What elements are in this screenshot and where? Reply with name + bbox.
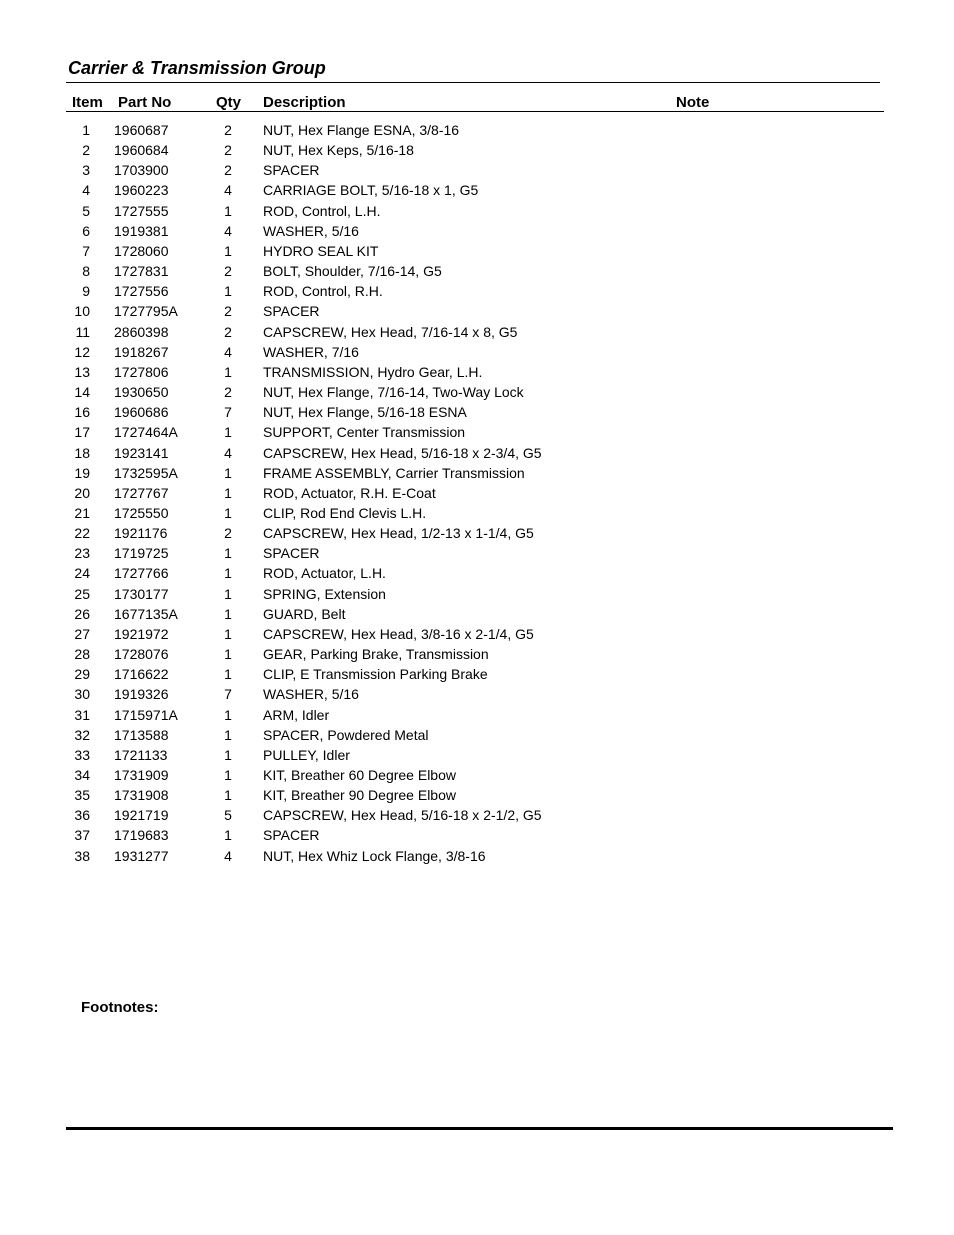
cell-qty: 2 bbox=[224, 263, 232, 280]
cell-description: SPACER bbox=[263, 303, 320, 320]
cell-qty: 1 bbox=[224, 504, 232, 521]
cell-item: 2 bbox=[82, 142, 90, 159]
cell-part-no: 1731908 bbox=[114, 787, 169, 804]
cell-part-no: 1727555 bbox=[114, 202, 169, 219]
table-row bbox=[0, 121, 954, 141]
cell-description: NUT, Hex Whiz Lock Flange, 3/8-16 bbox=[263, 847, 486, 864]
header-divider bbox=[66, 111, 884, 112]
cell-part-no: 2860398 bbox=[114, 323, 169, 340]
cell-description: SUPPORT, Center Transmission bbox=[263, 424, 466, 441]
cell-item: 16 bbox=[74, 404, 90, 421]
cell-item: 29 bbox=[74, 666, 90, 683]
cell-part-no: 1728076 bbox=[114, 646, 169, 663]
cell-item: 10 bbox=[74, 303, 90, 320]
cell-item: 8 bbox=[82, 263, 90, 280]
cell-item: 34 bbox=[74, 767, 90, 783]
table-header bbox=[0, 94, 954, 112]
table-row bbox=[0, 202, 954, 222]
cell-part-no: 1727766 bbox=[114, 565, 169, 582]
header-part-no: Part No bbox=[118, 94, 172, 111]
cell-description: GEAR, Parking Brake, Transmission bbox=[263, 646, 489, 663]
cell-qty: 1 bbox=[224, 283, 232, 300]
header-description: Description bbox=[263, 94, 346, 111]
cell-part-no: 1919381 bbox=[114, 222, 169, 239]
cell-description: PULLEY, Idler bbox=[263, 746, 350, 763]
table-row bbox=[0, 806, 954, 826]
cell-part-no: 1960687 bbox=[114, 122, 169, 138]
cell-qty: 2 bbox=[224, 303, 232, 320]
table-row bbox=[0, 645, 954, 665]
cell-qty: 2 bbox=[224, 525, 232, 542]
cell-description: ROD, Actuator, R.H. E-Coat bbox=[263, 484, 436, 501]
cell-item: 7 bbox=[82, 242, 90, 259]
table-row bbox=[0, 464, 954, 484]
cell-description: CLIP, Rod End Clevis L.H. bbox=[263, 504, 427, 521]
table-row bbox=[0, 726, 954, 746]
cell-qty: 1 bbox=[224, 787, 232, 804]
cell-part-no: 1918267 bbox=[114, 343, 169, 360]
table-row bbox=[0, 826, 954, 846]
cell-qty: 1 bbox=[224, 545, 232, 562]
cell-qty: 4 bbox=[224, 182, 232, 199]
cell-qty: 2 bbox=[224, 142, 232, 159]
cell-item: 27 bbox=[74, 625, 90, 642]
table-row bbox=[0, 282, 954, 302]
cell-part-no: 1919326 bbox=[114, 686, 169, 703]
cell-description: NUT, Hex Keps, 5/16-18 bbox=[263, 142, 414, 159]
cell-part-no: 1716622 bbox=[114, 666, 169, 683]
cell-item: 14 bbox=[74, 384, 90, 401]
cell-part-no: 1677135A bbox=[114, 605, 178, 622]
table-row bbox=[0, 444, 954, 464]
table-row bbox=[0, 625, 954, 645]
cell-item: 31 bbox=[74, 706, 90, 723]
title-divider bbox=[66, 82, 880, 83]
table-row bbox=[0, 363, 954, 383]
cell-item: 6 bbox=[82, 222, 90, 239]
cell-part-no: 1728060 bbox=[114, 242, 169, 259]
table-row bbox=[0, 847, 954, 867]
cell-qty: 1 bbox=[224, 424, 232, 441]
cell-part-no: 1715971A bbox=[114, 706, 178, 723]
cell-qty: 1 bbox=[224, 746, 232, 763]
cell-item: 35 bbox=[74, 787, 90, 804]
cell-part-no: 1719725 bbox=[114, 545, 169, 562]
cell-description: KIT, Breather 60 Degree Elbow bbox=[263, 767, 456, 783]
cell-description: CAPSCREW, Hex Head, 5/16-18 x 2-3/4, G5 bbox=[263, 444, 542, 461]
cell-qty: 1 bbox=[224, 605, 232, 622]
cell-qty: 4 bbox=[224, 444, 232, 461]
cell-description: HYDRO SEAL KIT bbox=[263, 242, 379, 259]
table-row bbox=[0, 665, 954, 685]
cell-item: 22 bbox=[74, 525, 90, 542]
table-row bbox=[0, 605, 954, 625]
cell-qty: 1 bbox=[224, 827, 232, 844]
cell-item: 11 bbox=[75, 323, 90, 340]
cell-part-no: 1732595A bbox=[114, 464, 178, 481]
cell-description: NUT, Hex Flange, 7/16-14, Two-Way Lock bbox=[263, 384, 524, 401]
table-row bbox=[0, 161, 954, 181]
cell-item: 23 bbox=[74, 545, 90, 562]
cell-description: CLIP, E Transmission Parking Brake bbox=[263, 666, 488, 683]
table-row bbox=[0, 706, 954, 726]
cell-description: CAPSCREW, Hex Head, 3/8-16 x 2-1/4, G5 bbox=[263, 625, 534, 642]
footnotes-label: Footnotes: bbox=[81, 999, 159, 1016]
cell-item: 9 bbox=[82, 283, 90, 300]
cell-item: 28 bbox=[74, 646, 90, 663]
cell-description: SPACER bbox=[263, 162, 320, 179]
cell-qty: 1 bbox=[224, 767, 232, 783]
cell-qty: 1 bbox=[224, 585, 232, 602]
table-row bbox=[0, 323, 954, 343]
parts-table-body bbox=[0, 121, 954, 867]
cell-description: SPACER bbox=[263, 827, 320, 844]
cell-item: 20 bbox=[74, 484, 90, 501]
table-row bbox=[0, 524, 954, 544]
cell-qty: 1 bbox=[224, 726, 232, 743]
table-row bbox=[0, 484, 954, 504]
cell-description: SPRING, Extension bbox=[263, 585, 386, 602]
cell-description: ROD, Actuator, L.H. bbox=[263, 565, 386, 582]
cell-item: 4 bbox=[82, 182, 90, 199]
cell-qty: 1 bbox=[224, 464, 232, 481]
cell-part-no: 1960223 bbox=[114, 182, 169, 199]
cell-qty: 1 bbox=[224, 484, 232, 501]
table-row bbox=[0, 564, 954, 584]
cell-description: TRANSMISSION, Hydro Gear, L.H. bbox=[263, 363, 483, 380]
table-row bbox=[0, 746, 954, 766]
cell-description: ROD, Control, L.H. bbox=[263, 202, 381, 219]
table-row bbox=[0, 181, 954, 201]
cell-description: ROD, Control, R.H. bbox=[263, 283, 383, 300]
cell-description: SPACER bbox=[263, 545, 320, 562]
cell-item: 17 bbox=[74, 424, 90, 441]
cell-qty: 2 bbox=[224, 162, 232, 179]
cell-qty: 1 bbox=[224, 363, 232, 380]
table-row bbox=[0, 786, 954, 806]
table-row bbox=[0, 685, 954, 705]
cell-item: 26 bbox=[74, 605, 90, 622]
cell-item: 19 bbox=[74, 464, 90, 481]
cell-part-no: 1921972 bbox=[114, 625, 169, 642]
cell-item: 3 bbox=[82, 162, 90, 179]
cell-qty: 1 bbox=[224, 202, 232, 219]
table-row bbox=[0, 302, 954, 322]
cell-part-no: 1930650 bbox=[114, 384, 169, 401]
page-title: Carrier & Transmission Group bbox=[68, 58, 326, 78]
cell-part-no: 1703900 bbox=[114, 162, 169, 179]
cell-part-no: 1713588 bbox=[114, 726, 169, 743]
cell-description: SPACER, Powdered Metal bbox=[263, 726, 429, 743]
cell-part-no: 1921176 bbox=[114, 525, 168, 542]
table-row bbox=[0, 141, 954, 161]
cell-item: 13 bbox=[74, 363, 90, 380]
cell-description: GUARD, Belt bbox=[263, 605, 346, 622]
header-note: Note bbox=[676, 94, 710, 111]
table-row bbox=[0, 544, 954, 564]
cell-part-no: 1923141 bbox=[114, 444, 169, 461]
cell-qty: 1 bbox=[224, 565, 232, 582]
cell-part-no: 1727464A bbox=[114, 424, 178, 441]
cell-qty: 7 bbox=[224, 404, 232, 421]
cell-qty: 4 bbox=[224, 343, 232, 360]
cell-qty: 5 bbox=[224, 807, 232, 824]
table-row bbox=[0, 242, 954, 262]
cell-description: KIT, Breather 90 Degree Elbow bbox=[263, 787, 456, 804]
cell-part-no: 1960684 bbox=[114, 142, 169, 159]
cell-item: 37 bbox=[74, 827, 90, 844]
cell-qty: 1 bbox=[224, 242, 232, 259]
table-row bbox=[0, 766, 954, 786]
cell-description: CAPSCREW, Hex Head, 5/16-18 x 2-1/2, G5 bbox=[263, 807, 542, 824]
cell-item: 32 bbox=[74, 726, 90, 743]
cell-item: 12 bbox=[74, 343, 90, 360]
table-row bbox=[0, 423, 954, 443]
cell-part-no: 1730177 bbox=[114, 585, 169, 602]
cell-qty: 2 bbox=[224, 122, 232, 138]
cell-qty: 4 bbox=[224, 222, 232, 239]
cell-part-no: 1731909 bbox=[114, 767, 169, 783]
cell-item: 38 bbox=[74, 847, 90, 864]
cell-description: WASHER, 5/16 bbox=[263, 686, 359, 703]
cell-description: BOLT, Shoulder, 7/16-14, G5 bbox=[263, 263, 442, 280]
cell-description: CAPSCREW, Hex Head, 7/16-14 x 8, G5 bbox=[263, 323, 518, 340]
table-row bbox=[0, 343, 954, 363]
cell-part-no: 1727831 bbox=[114, 263, 169, 280]
cell-item: 21 bbox=[74, 504, 90, 521]
cell-description: FRAME ASSEMBLY, Carrier Transmission bbox=[263, 464, 525, 481]
header-item: Item bbox=[72, 94, 103, 111]
table-row bbox=[0, 222, 954, 242]
cell-part-no: 1721133 bbox=[114, 746, 168, 763]
cell-item: 33 bbox=[74, 746, 90, 763]
table-row bbox=[0, 403, 954, 423]
cell-item: 30 bbox=[74, 686, 90, 703]
cell-part-no: 1921719 bbox=[114, 807, 169, 824]
cell-qty: 4 bbox=[224, 847, 232, 864]
cell-qty: 1 bbox=[224, 646, 232, 663]
cell-qty: 1 bbox=[224, 666, 232, 683]
cell-description: NUT, Hex Flange ESNA, 3/8-16 bbox=[263, 122, 460, 138]
cell-item: 1 bbox=[82, 122, 90, 138]
cell-part-no: 1727795A bbox=[114, 303, 178, 320]
cell-qty: 2 bbox=[224, 384, 232, 401]
cell-description: WASHER, 7/16 bbox=[263, 343, 359, 360]
cell-description: CAPSCREW, Hex Head, 1/2-13 x 1-1/4, G5 bbox=[263, 525, 534, 542]
cell-part-no: 1727806 bbox=[114, 363, 169, 380]
table-row bbox=[0, 585, 954, 605]
cell-part-no: 1960686 bbox=[114, 404, 169, 421]
cell-qty: 2 bbox=[224, 323, 232, 340]
cell-description: NUT, Hex Flange, 5/16-18 ESNA bbox=[263, 404, 467, 421]
footer-divider bbox=[66, 1127, 893, 1130]
cell-part-no: 1727556 bbox=[114, 283, 169, 300]
cell-item: 18 bbox=[74, 444, 90, 461]
cell-part-no: 1727767 bbox=[114, 484, 169, 501]
cell-item: 24 bbox=[74, 565, 90, 582]
table-row bbox=[0, 262, 954, 282]
cell-part-no: 1725550 bbox=[114, 504, 169, 521]
cell-qty: 1 bbox=[224, 625, 232, 642]
cell-part-no: 1931277 bbox=[114, 847, 169, 864]
table-row bbox=[0, 383, 954, 403]
table-row bbox=[0, 504, 954, 524]
cell-description: WASHER, 5/16 bbox=[263, 222, 359, 239]
cell-part-no: 1719683 bbox=[114, 827, 169, 844]
cell-item: 25 bbox=[74, 585, 90, 602]
cell-item: 36 bbox=[74, 807, 90, 824]
cell-qty: 7 bbox=[224, 686, 232, 703]
cell-description: CARRIAGE BOLT, 5/16-18 x 1, G5 bbox=[263, 182, 479, 199]
cell-item: 5 bbox=[82, 202, 90, 219]
cell-description: ARM, Idler bbox=[263, 706, 330, 723]
header-qty: Qty bbox=[216, 94, 242, 111]
cell-qty: 1 bbox=[224, 706, 232, 723]
